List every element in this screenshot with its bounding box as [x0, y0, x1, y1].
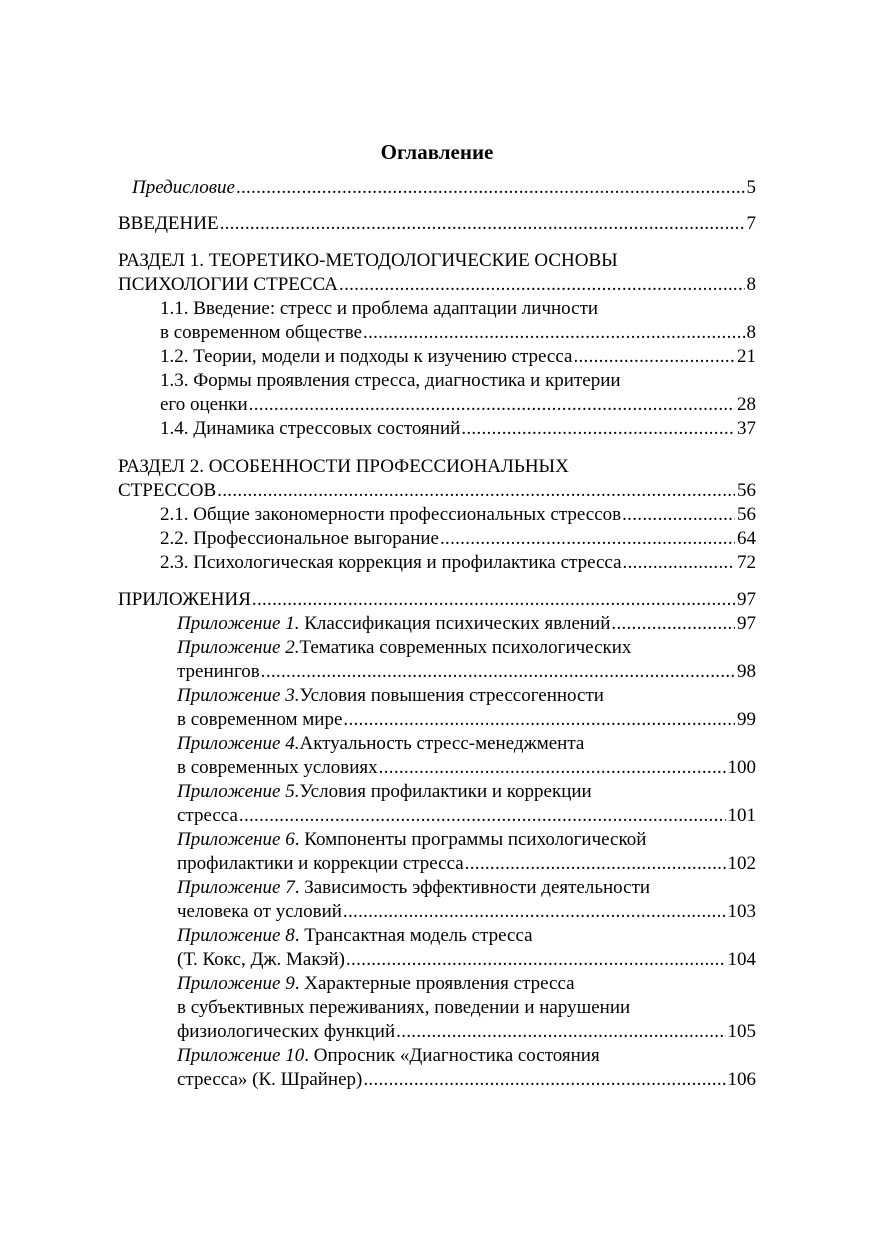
leader-dots: [363, 1068, 725, 1092]
leader-dots: [465, 852, 726, 876]
toc-page: 64: [737, 528, 756, 549]
leader-dots: [220, 212, 745, 236]
toc-page: 56: [737, 504, 756, 525]
toc-label: 1.2. Теории, модели и подходы к изучению стресса: [160, 346, 573, 367]
leader-dots: [461, 417, 735, 441]
toc-entry-2-1[interactable]: [160, 503, 756, 527]
appendix-tag: Приложение 9: [177, 973, 295, 994]
toc-label: профилактики и коррекции стресса: [177, 853, 464, 874]
toc-entry-preface[interactable]: [132, 176, 756, 200]
leader-dots: [343, 900, 726, 924]
toc-entry-appendix-7[interactable]: [177, 876, 650, 900]
appendix-title: Условия повышения стрессогенности: [299, 685, 604, 706]
toc-label: тренингов: [177, 661, 260, 682]
toc-entry-1-4[interactable]: [160, 417, 756, 441]
toc-page: 101: [727, 805, 756, 826]
toc-page: 99: [737, 709, 756, 730]
page-title: Оглавление: [380, 140, 494, 164]
toc-label: РАЗДЕЛ 2. ОСОБЕННОСТИ ПРОФЕССИОНАЛЬНЫХ: [118, 456, 569, 477]
toc-entry-1-2[interactable]: [160, 345, 756, 369]
appendix-title: . Компоненты программы психологической: [294, 829, 647, 850]
leader-dots: [379, 756, 726, 780]
toc-page: 21: [737, 346, 756, 367]
toc-page: 102: [727, 853, 756, 874]
toc-section-1-title[interactable]: [118, 249, 618, 273]
toc-page: 8: [746, 322, 756, 343]
toc-section-2-title-cont[interactable]: [118, 479, 756, 503]
toc-entry-appendix-9[interactable]: [177, 972, 575, 996]
toc-entry-appendix-2-cont[interactable]: [177, 660, 756, 684]
toc-entry-2-2[interactable]: [160, 527, 756, 551]
toc-entry-2-3[interactable]: [160, 551, 756, 575]
leader-dots: [249, 393, 735, 417]
toc-label: стресса: [177, 805, 238, 826]
toc-label: ВВЕДЕНИЕ: [118, 213, 219, 234]
appendix-title: Тематика современных психологических: [299, 637, 632, 658]
leader-dots: [396, 1020, 725, 1044]
toc-entry-appendix-5-cont[interactable]: [177, 804, 756, 828]
leader-dots: [217, 479, 735, 503]
toc-entry-appendix-5[interactable]: [177, 780, 592, 804]
toc-entry-appendix-1[interactable]: [177, 612, 756, 636]
toc-page: 5: [746, 177, 756, 198]
toc-entry-1-1-cont[interactable]: [160, 321, 756, 345]
toc-label: РАЗДЕЛ 1. ТЕОРЕТИКО-МЕТОДОЛОГИЧЕСКИЕ ОСНОВЫ: [118, 250, 618, 271]
toc-entry-intro[interactable]: [118, 212, 756, 236]
toc-entry-appendix-9-cont2[interactable]: [177, 1020, 756, 1044]
toc-label: физиологических функций: [177, 1021, 396, 1042]
appendix-title: . Трансактная модель стресса: [294, 925, 533, 946]
appendix-title: . Опросник «Диагностика состояния: [304, 1045, 600, 1066]
toc-page: 8: [746, 274, 756, 295]
toc-page: 28: [737, 394, 756, 415]
toc-label: 2.1. Общие закономерности профессиональных стрессов: [160, 504, 622, 525]
appendix-title: . Зависимость эффективности деятельности: [294, 877, 651, 898]
appendix-tag: Приложение 1.: [177, 613, 300, 634]
toc-page: 105: [727, 1021, 756, 1042]
toc-entry-1-1[interactable]: [160, 297, 598, 321]
toc-entry-appendix-8[interactable]: [177, 924, 533, 948]
toc-label: ПСИХОЛОГИИ СТРЕССА: [118, 274, 339, 295]
toc-label: 1.3. Формы проявления стресса, диагностика и критерии: [160, 370, 621, 391]
leader-dots: [363, 321, 745, 345]
appendix-title: Классификация психических явлений: [299, 613, 611, 634]
toc-label: [177, 612, 610, 636]
toc-label: в современном мире: [177, 709, 343, 730]
toc-entry-appendix-7-cont[interactable]: [177, 900, 756, 924]
toc-entry-appendix-10-cont[interactable]: [177, 1068, 756, 1092]
appendix-tag: Приложение 4.: [177, 733, 300, 754]
toc-page: 104: [727, 949, 756, 970]
appendix-tag: Приложение 6: [177, 829, 295, 850]
appendix-tag: Приложение 5.: [177, 781, 300, 802]
toc-label: человека от условий: [177, 901, 342, 922]
appendix-tag: Приложение 2.: [177, 637, 300, 658]
toc-page: 106: [727, 1069, 756, 1090]
toc-page: 72: [737, 552, 756, 573]
toc-entry-appendix-4-cont[interactable]: [177, 756, 756, 780]
leader-dots: [346, 948, 726, 972]
toc-page: 98: [737, 661, 756, 682]
toc-entry-appendix-3[interactable]: [177, 684, 604, 708]
toc-page: 97: [737, 589, 756, 610]
appendix-tag: Приложение 8: [177, 925, 295, 946]
appendix-title: Условия профилактики и коррекции: [299, 781, 592, 802]
toc-entry-appendix-4[interactable]: [177, 732, 584, 756]
appendix-tag: Приложение 10: [177, 1045, 305, 1066]
toc-page: 97: [737, 613, 756, 634]
leader-dots: [252, 588, 735, 612]
toc-label: СТРЕССОВ: [118, 480, 217, 501]
leader-dots: [623, 551, 735, 575]
leader-dots: [236, 176, 745, 200]
toc-entry-appendix-10[interactable]: [177, 1044, 600, 1068]
toc-label: ПРИЛОЖЕНИЯ: [118, 589, 251, 610]
leader-dots: [440, 527, 735, 551]
appendix-tag: Приложение 7: [177, 877, 295, 898]
toc-label: в современном обществе: [160, 322, 362, 343]
toc-section-1-title-cont[interactable]: [118, 273, 756, 297]
toc-entry-1-3[interactable]: [160, 369, 621, 393]
toc-entry-appendix-6-cont[interactable]: [177, 852, 756, 876]
leader-dots: [261, 660, 735, 684]
toc-page: 37: [737, 418, 756, 439]
toc-label: 2.3. Психологическая коррекция и профилактика стресса: [160, 552, 622, 573]
leader-dots: [622, 503, 735, 527]
toc-label: (Т. Кокс, Дж. Макэй): [177, 949, 345, 970]
toc-label: стресса» (К. Шрайнер): [177, 1069, 363, 1090]
leader-dots: [573, 345, 735, 369]
leader-dots: [611, 612, 735, 636]
toc-entry-appendix-2[interactable]: [177, 636, 631, 660]
toc-page: 56: [737, 480, 756, 501]
toc-entry-appendix-3-cont[interactable]: [177, 708, 756, 732]
toc-entry-appendices[interactable]: [118, 588, 756, 612]
leader-dots: [343, 708, 735, 732]
toc-page: 100: [727, 757, 756, 778]
toc-label: 2.2. Профессиональное выгорание: [160, 528, 439, 549]
toc-entry-1-3-cont[interactable]: [160, 393, 756, 417]
toc-section-2-title[interactable]: [118, 455, 569, 479]
toc-label: в современных условиях: [177, 757, 378, 778]
toc-label: его оценки: [160, 394, 248, 415]
appendix-tag: Приложение 3.: [177, 685, 300, 706]
toc-entry-appendix-6[interactable]: [177, 828, 646, 852]
toc-label: 1.1. Введение: стресс и проблема адаптации личности: [160, 298, 599, 319]
toc-entry-appendix-8-cont[interactable]: [177, 948, 756, 972]
leader-dots: [339, 273, 744, 297]
toc-label: 1.4. Динамика стрессовых состояний: [160, 418, 461, 439]
toc-label: в субъективных переживаниях, поведении и нарушении: [177, 997, 631, 1018]
toc-page: 7: [746, 213, 756, 234]
toc-label: Предисловие: [132, 177, 235, 198]
appendix-title: . Характерные проявления стресса: [294, 973, 575, 994]
toc-page: 103: [727, 901, 756, 922]
leader-dots: [239, 804, 726, 828]
toc-entry-appendix-9-cont[interactable]: [177, 996, 630, 1020]
appendix-title: Актуальность стресс-менеджмента: [299, 733, 585, 754]
